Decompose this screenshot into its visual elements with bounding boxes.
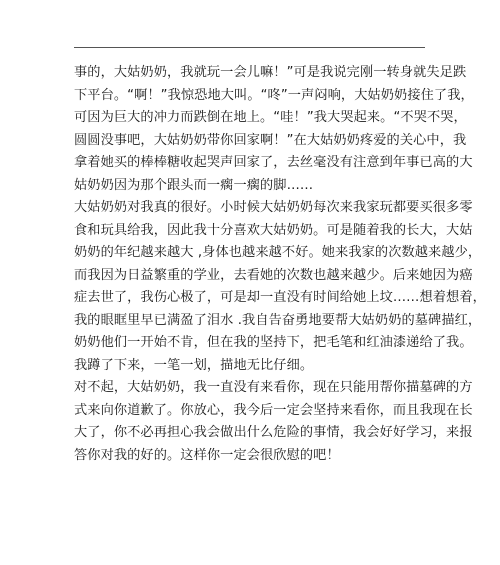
- text-line: 式来向你道歉了。你放心，我今后一定会坚持来看你，而且我现在长: [74, 402, 473, 418]
- text-line: 而我因为日益繁重的学业，去看她的次数也越来越少。后来她因为癌: [74, 267, 473, 283]
- text-line: 食和玩具给我，因此我十分喜欢大姑奶奶。可是随着我的长大，大姑: [74, 222, 473, 238]
- text-line: 姑奶奶因为那个跟头而一瘸一瘸的脚……: [74, 177, 314, 193]
- text-line: 拿着她买的棒棒糖收起哭声回家了，去丝毫没有注意到年事已高的大: [74, 155, 473, 170]
- text-line: 奶奶他们一开始不肯，但在我的坚持下，把毛笔和红油漆递给了我。: [74, 335, 473, 350]
- header-rule: [74, 47, 425, 48]
- text-line: 答你对我的好的。这样你一定会很欣慰的吧！: [74, 447, 340, 463]
- text-line: 奶奶的年纪越来越大 ,身体也越来越不好。她来我家的次数越来越少，: [74, 245, 482, 260]
- text-line: 大了，你不必再担心我会做出什么危险的事情，我会好好学习，来报: [74, 425, 473, 440]
- text-line: 事的，大姑奶奶，我就玩一会儿嘛！”可是我说完刚一转身就失足跌: [74, 65, 467, 80]
- text-line: 我的眼眶里早已满盈了泪水 .我自告奋勇地要帮大姑奶奶的墓碑描红，: [74, 312, 482, 328]
- text-line: 我蹲了下来，一笔一划，描地无比仔细。: [74, 357, 314, 373]
- text-line: 下平台。“啊！”我惊恐地大叫。“咚”一声闷响，大姑奶奶接住了我，: [74, 87, 474, 103]
- body-text: [74, 62, 486, 467]
- text-line: 大姑奶奶对我真的很好。小时候大姑奶奶每次来我家玩都要买很多零: [74, 200, 473, 215]
- text-line: 症去世了，我伤心极了，可是却一直没有时间给她上坟……想着想着，: [74, 290, 486, 305]
- text-line: 对不起，大姑奶奶，我一直没有来看你，现在只能用帮你描墓碑的方: [74, 380, 473, 395]
- text-line: 圆圆没事吧，大姑奶奶带你回家啊！”在大姑奶奶疼爱的关心中，我: [74, 132, 467, 148]
- text-line: 可因为巨大的冲力而跌倒在地上。“哇！”我大哭起来。“不哭不哭，: [74, 110, 467, 125]
